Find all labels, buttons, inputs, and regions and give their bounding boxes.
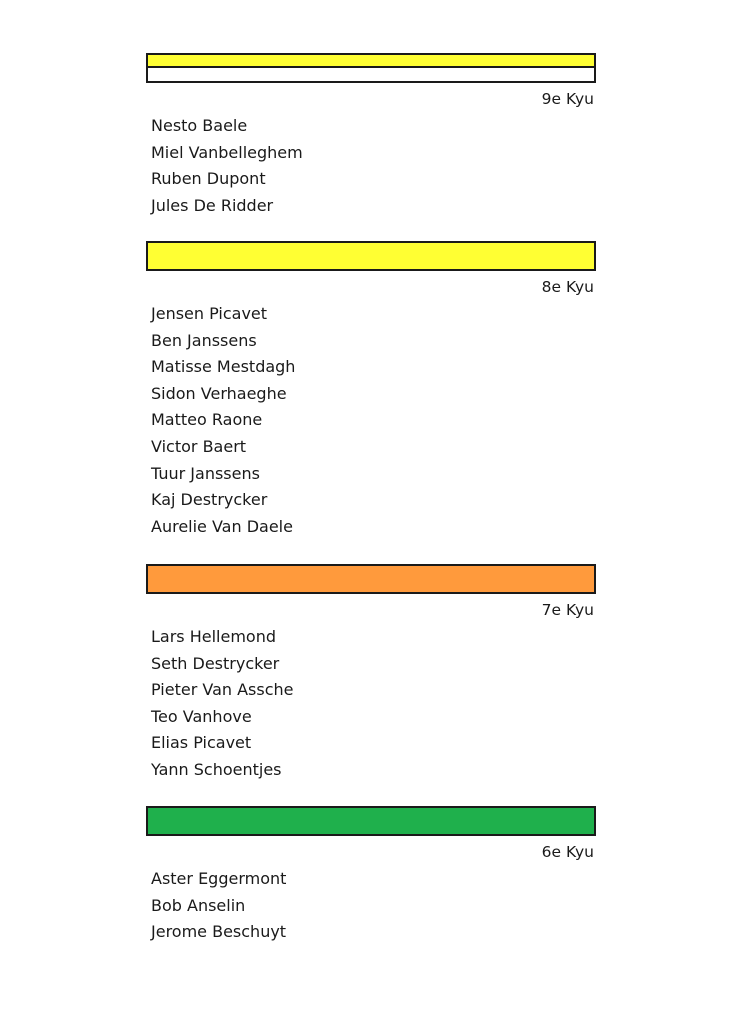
- member-list: [151, 624, 596, 784]
- grade-label: 7e Kyu: [541, 601, 594, 619]
- member-name: Miel Vanbelleghem: [151, 142, 303, 162]
- grade-label: 6e Kyu: [541, 843, 594, 861]
- grade-section-8e-kyu: [146, 241, 596, 540]
- belt-orange: [146, 564, 596, 594]
- member-name: Seth Destrycker: [151, 653, 280, 673]
- member-name: Sidon Verhaeghe: [151, 383, 287, 403]
- belt-yellow: [146, 241, 596, 271]
- member-name: Nesto Baele: [151, 116, 248, 135]
- member-name: Matisse Mestdagh: [151, 357, 296, 377]
- grade-section-9e-kyu: [146, 53, 596, 219]
- grade-section-7e-kyu: [146, 564, 596, 784]
- member-name: Jerome Beschuyt: [151, 922, 287, 942]
- grade-label: 9e Kyu: [541, 90, 594, 108]
- member-name: Aurelie Van Daele: [151, 516, 293, 536]
- grade-label: 8e Kyu: [541, 278, 594, 296]
- member-list: [151, 301, 596, 540]
- member-name: Ruben Dupont: [151, 169, 266, 189]
- member-name: Ben Janssens: [151, 330, 257, 350]
- member-name: Lars Hellemond: [151, 627, 276, 646]
- member-list: [151, 866, 596, 946]
- belt-green: [146, 806, 596, 836]
- member-name: Jules De Ridder: [151, 195, 274, 215]
- member-name: Jensen Picavet: [151, 304, 268, 323]
- member-name: Teo Vanhove: [151, 706, 252, 726]
- member-name: Pieter Van Assche: [151, 680, 294, 700]
- belt-stripe-white: [148, 68, 594, 81]
- member-name: Yann Schoentjes: [151, 759, 282, 779]
- member-name: Kaj Destrycker: [151, 490, 268, 510]
- belt-stripe-yellow: [148, 55, 594, 68]
- member-name: Bob Anselin: [151, 895, 246, 915]
- member-name: Elias Picavet: [151, 733, 252, 753]
- member-name: Victor Baert: [151, 436, 247, 456]
- member-list: [151, 113, 596, 219]
- member-name: Matteo Raone: [151, 410, 263, 430]
- grade-section-6e-kyu: [146, 806, 596, 946]
- member-name: Aster Eggermont: [151, 869, 287, 888]
- member-name: Tuur Janssens: [151, 463, 260, 483]
- belt-yellow-white: [146, 53, 596, 83]
